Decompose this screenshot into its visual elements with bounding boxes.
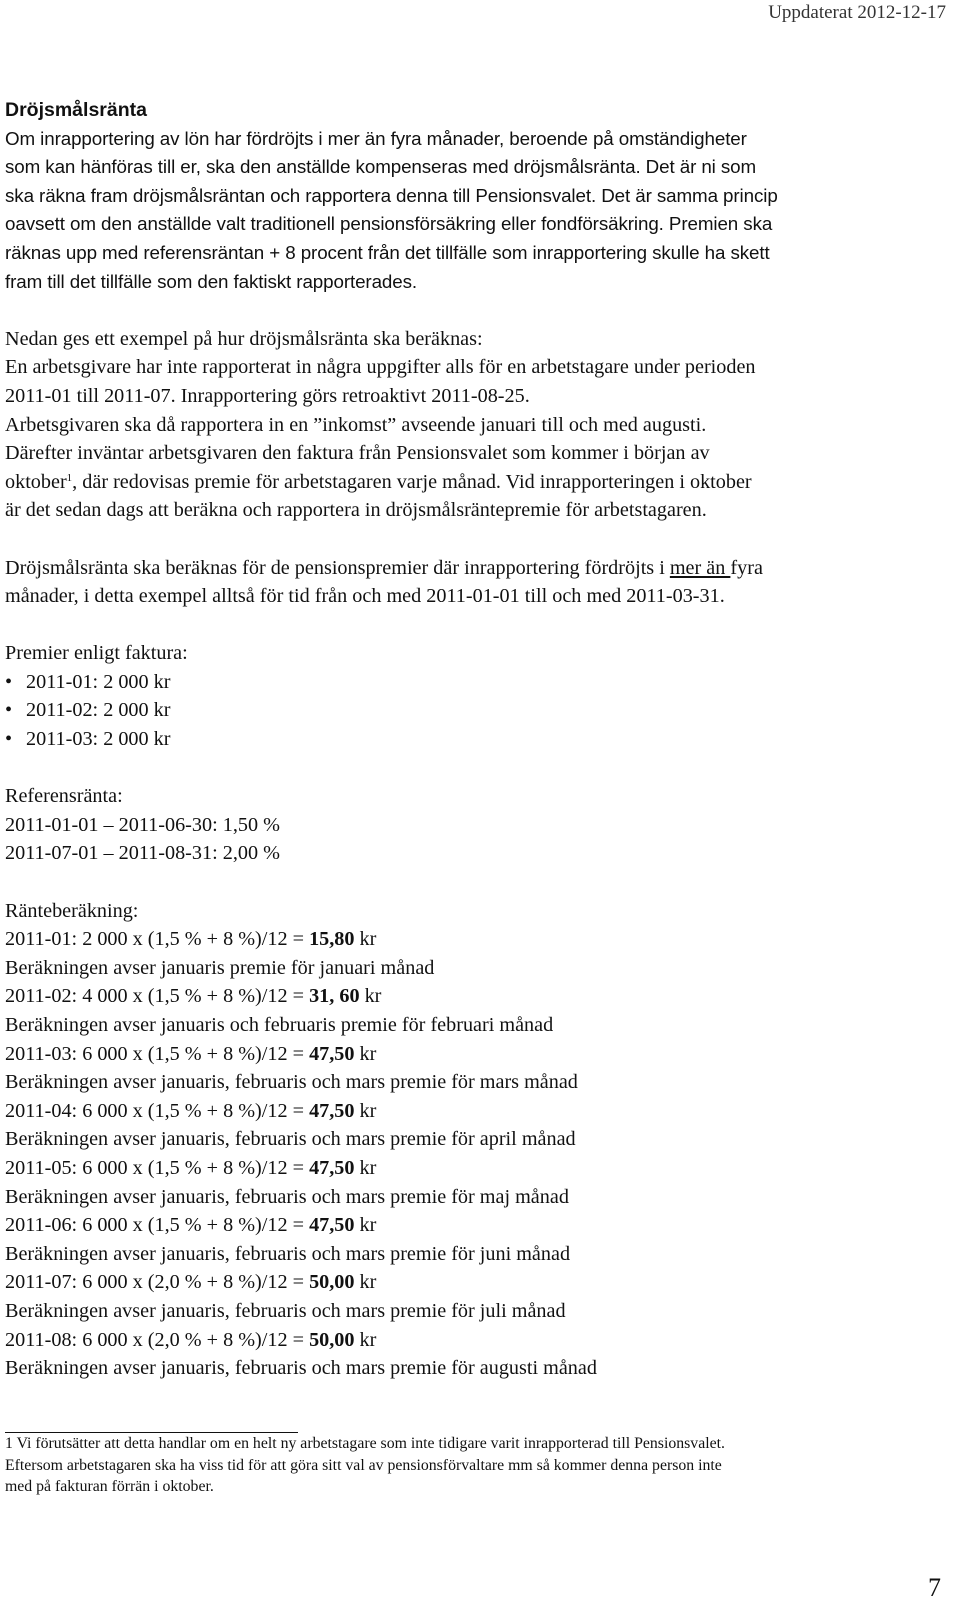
footnote-reference[interactable]: 1 [66,471,73,484]
rakning-heading: Ränteberäkning: [5,899,139,922]
premier-list [5,668,950,754]
calculation-formula: 2011-05: 6 000 x (1,5 % + 8 %)/12 = [5,1156,310,1179]
intro-line-6: fram till det tillfälle som den faktiskt rapporterades. [5,270,418,292]
intro-line-2: som kan hänföras till er, ska den anställde kompenseras med dröjsmålsränta. Det är ni som [5,156,757,178]
calculation-result: 15,80 [309,928,355,951]
scope-line-1 [5,554,950,583]
calculation-formula: 2011-03: 6 000 x (1,5 % + 8 %)/12 = [5,1042,310,1065]
scope-section [5,554,950,611]
calculation-row [5,1211,950,1240]
calculation-unit: kr [354,1156,377,1179]
calculation-unit: kr [354,1271,377,1294]
footnote-line-2: Eftersom arbetstagaren ska ha viss tid för att göra sitt val av pensionsförvaltare mm så kommer denna person inte [5,1456,722,1474]
calculation-unit: kr [354,1099,377,1122]
referens-heading: Referensränta: [5,785,123,808]
calculation-row [5,1097,950,1126]
referens-row: 2011-01-01 – 2011-06-30: 1,50 % [5,813,280,836]
calculation-row [5,1326,950,1355]
list-item-text: 2011-01: 2 000 kr [26,670,171,693]
calculation-note: Beräkningen avser januaris, februaris och mars premie för maj månad [5,1185,569,1208]
calculation-result: 47,50 [309,1042,355,1065]
footnote [5,1433,930,1498]
footnote-mark: 1 [5,1435,13,1452]
bullet-icon: • [5,728,13,751]
scope-underlined-text: mer än [669,556,731,579]
calculation-result: 47,50 [309,1099,355,1122]
calculation-formula: 2011-07: 6 000 x (2,0 % + 8 %)/12 = [5,1271,310,1294]
intro-line-1: Om inrapportering av lön har fördröjts i mer än fyra månader, beroende på omständigheter [5,127,747,149]
calculation-note: Beräkningen avser januaris, februaris och mars premie för augusti månad [5,1357,597,1380]
example-line-5: Därefter inväntar arbetsgivaren den faktura från Pensionsvalet som kommer i början av [5,442,710,465]
calculation-formula: 2011-01: 2 000 x (1,5 % + 8 %)/12 = [5,928,310,951]
calculation-list [5,925,950,1383]
calculation-unit: kr [354,1214,377,1237]
calculation-result: 47,50 [309,1214,355,1237]
calculation-result: 50,00 [309,1328,355,1351]
example-line-7: är det sedan dags att beräkna och rapportera in dröjsmålsräntepremie för arbetstagaren. [5,499,707,522]
list-item [5,725,950,754]
calculation-formula: 2011-02: 4 000 x (1,5 % + 8 %)/12 = [5,985,310,1008]
list-item-text: 2011-02: 2 000 kr [26,699,171,722]
scope-line-1-end: fyra [730,556,763,579]
calculation-result: 31, 60 [309,985,360,1008]
calculation-note: Beräkningen avser januaris, februaris och mars premie för juli månad [5,1299,566,1322]
example-section [5,325,950,525]
calculation-note: Beräkningen avser januaris, februaris och mars premie för mars månad [5,1071,578,1094]
intro-section [5,96,950,296]
calculation-formula: 2011-08: 6 000 x (2,0 % + 8 %)/12 = [5,1328,310,1351]
calculation-row [5,982,950,1011]
section-title: Dröjsmålsränta [5,99,147,121]
calculation-row [5,1154,950,1183]
premier-section [5,639,950,753]
calculation-result: 47,50 [309,1156,355,1179]
bullet-icon: • [5,699,13,722]
calculation-unit: kr [354,928,377,951]
footnote-line-1 [5,1433,930,1455]
intro-line-4: oavsett om den anställde valt traditionell pensionsförsäkring eller fondförsäkring. Premien ska [5,213,773,235]
example-line-2: En arbetsgivare har inte rapporterat in några uppgifter alls för en arbetstagare under perioden [5,356,756,379]
calculation-row [5,1040,950,1069]
footnote-line-3: med på fakturan förrän i oktober. [5,1478,214,1495]
list-item-text: 2011-03: 2 000 kr [26,728,171,751]
intro-line-5: räknas upp med referensräntan + 8 procent från det tillfälle som inrapportering skulle ha skett [5,241,770,263]
example-line-6 [5,468,950,497]
calculation-note: Beräkningen avser januaris och februaris premie för februari månad [5,1014,554,1036]
calculation-row [5,925,950,954]
intro-line-3: ska räkna fram dröjsmålsräntan och rapportera denna till Pensionsvalet. Det är samma princip [5,184,778,206]
example-line-1: Nedan ges ett exempel på hur dröjsmålsränta ska beräknas: [5,327,483,350]
example-line-6-end: , där redovisas premie för arbetstagaren varje månad. Vid inrapporteringen i oktober [72,470,752,493]
calculation-unit: kr [354,1042,377,1065]
calculation-unit: kr [354,1328,377,1351]
example-line-6-start: oktober [5,470,67,493]
list-item [5,668,950,697]
referens-row: 2011-07-01 – 2011-08-31: 2,00 % [5,842,280,865]
scope-line-1-start: Dröjsmålsränta ska beräknas för de pensionspremier där inrapportering fördröjts i [5,556,670,579]
document-body [5,96,950,1383]
premier-heading: Premier enligt faktura: [5,642,188,665]
rakning-section [5,897,950,1383]
calculation-note: Beräkningen avser januaris, februaris och mars premie för april månad [5,1128,576,1151]
referens-section [5,782,950,868]
example-line-3: 2011-01 till 2011-07. Inrapportering görs retroaktivt 2011-08-25. [5,384,530,407]
calculation-note: Beräkningen avser januaris, februaris och mars premie för juni månad [5,1242,571,1265]
calculation-row [5,1268,950,1297]
updated-date-header: Uppdaterat 2012-12-17 [768,2,946,23]
calculation-unit: kr [359,985,382,1008]
footnote-text: Vi förutsätter att detta handlar om en helt ny arbetstagare som inte tidigare varit inrapporterad till Pensionsvalet. [12,1435,725,1452]
example-line-4: Arbetsgivaren ska då rapportera in en ”inkomst” avseende januari till och med augusti. [5,413,707,436]
page-number: 7 [928,1573,941,1602]
calculation-formula: 2011-06: 6 000 x (1,5 % + 8 %)/12 = [5,1214,310,1237]
list-item [5,696,950,725]
calculation-note: Beräkningen avser januaris premie för januari månad [5,956,435,979]
calculation-result: 50,00 [309,1271,355,1294]
scope-line-2: månader, i detta exempel alltså för tid från och med 2011-01-01 till och med 2011-03-31. [5,585,725,608]
bullet-icon: • [5,670,13,693]
calculation-formula: 2011-04: 6 000 x (1,5 % + 8 %)/12 = [5,1099,310,1122]
